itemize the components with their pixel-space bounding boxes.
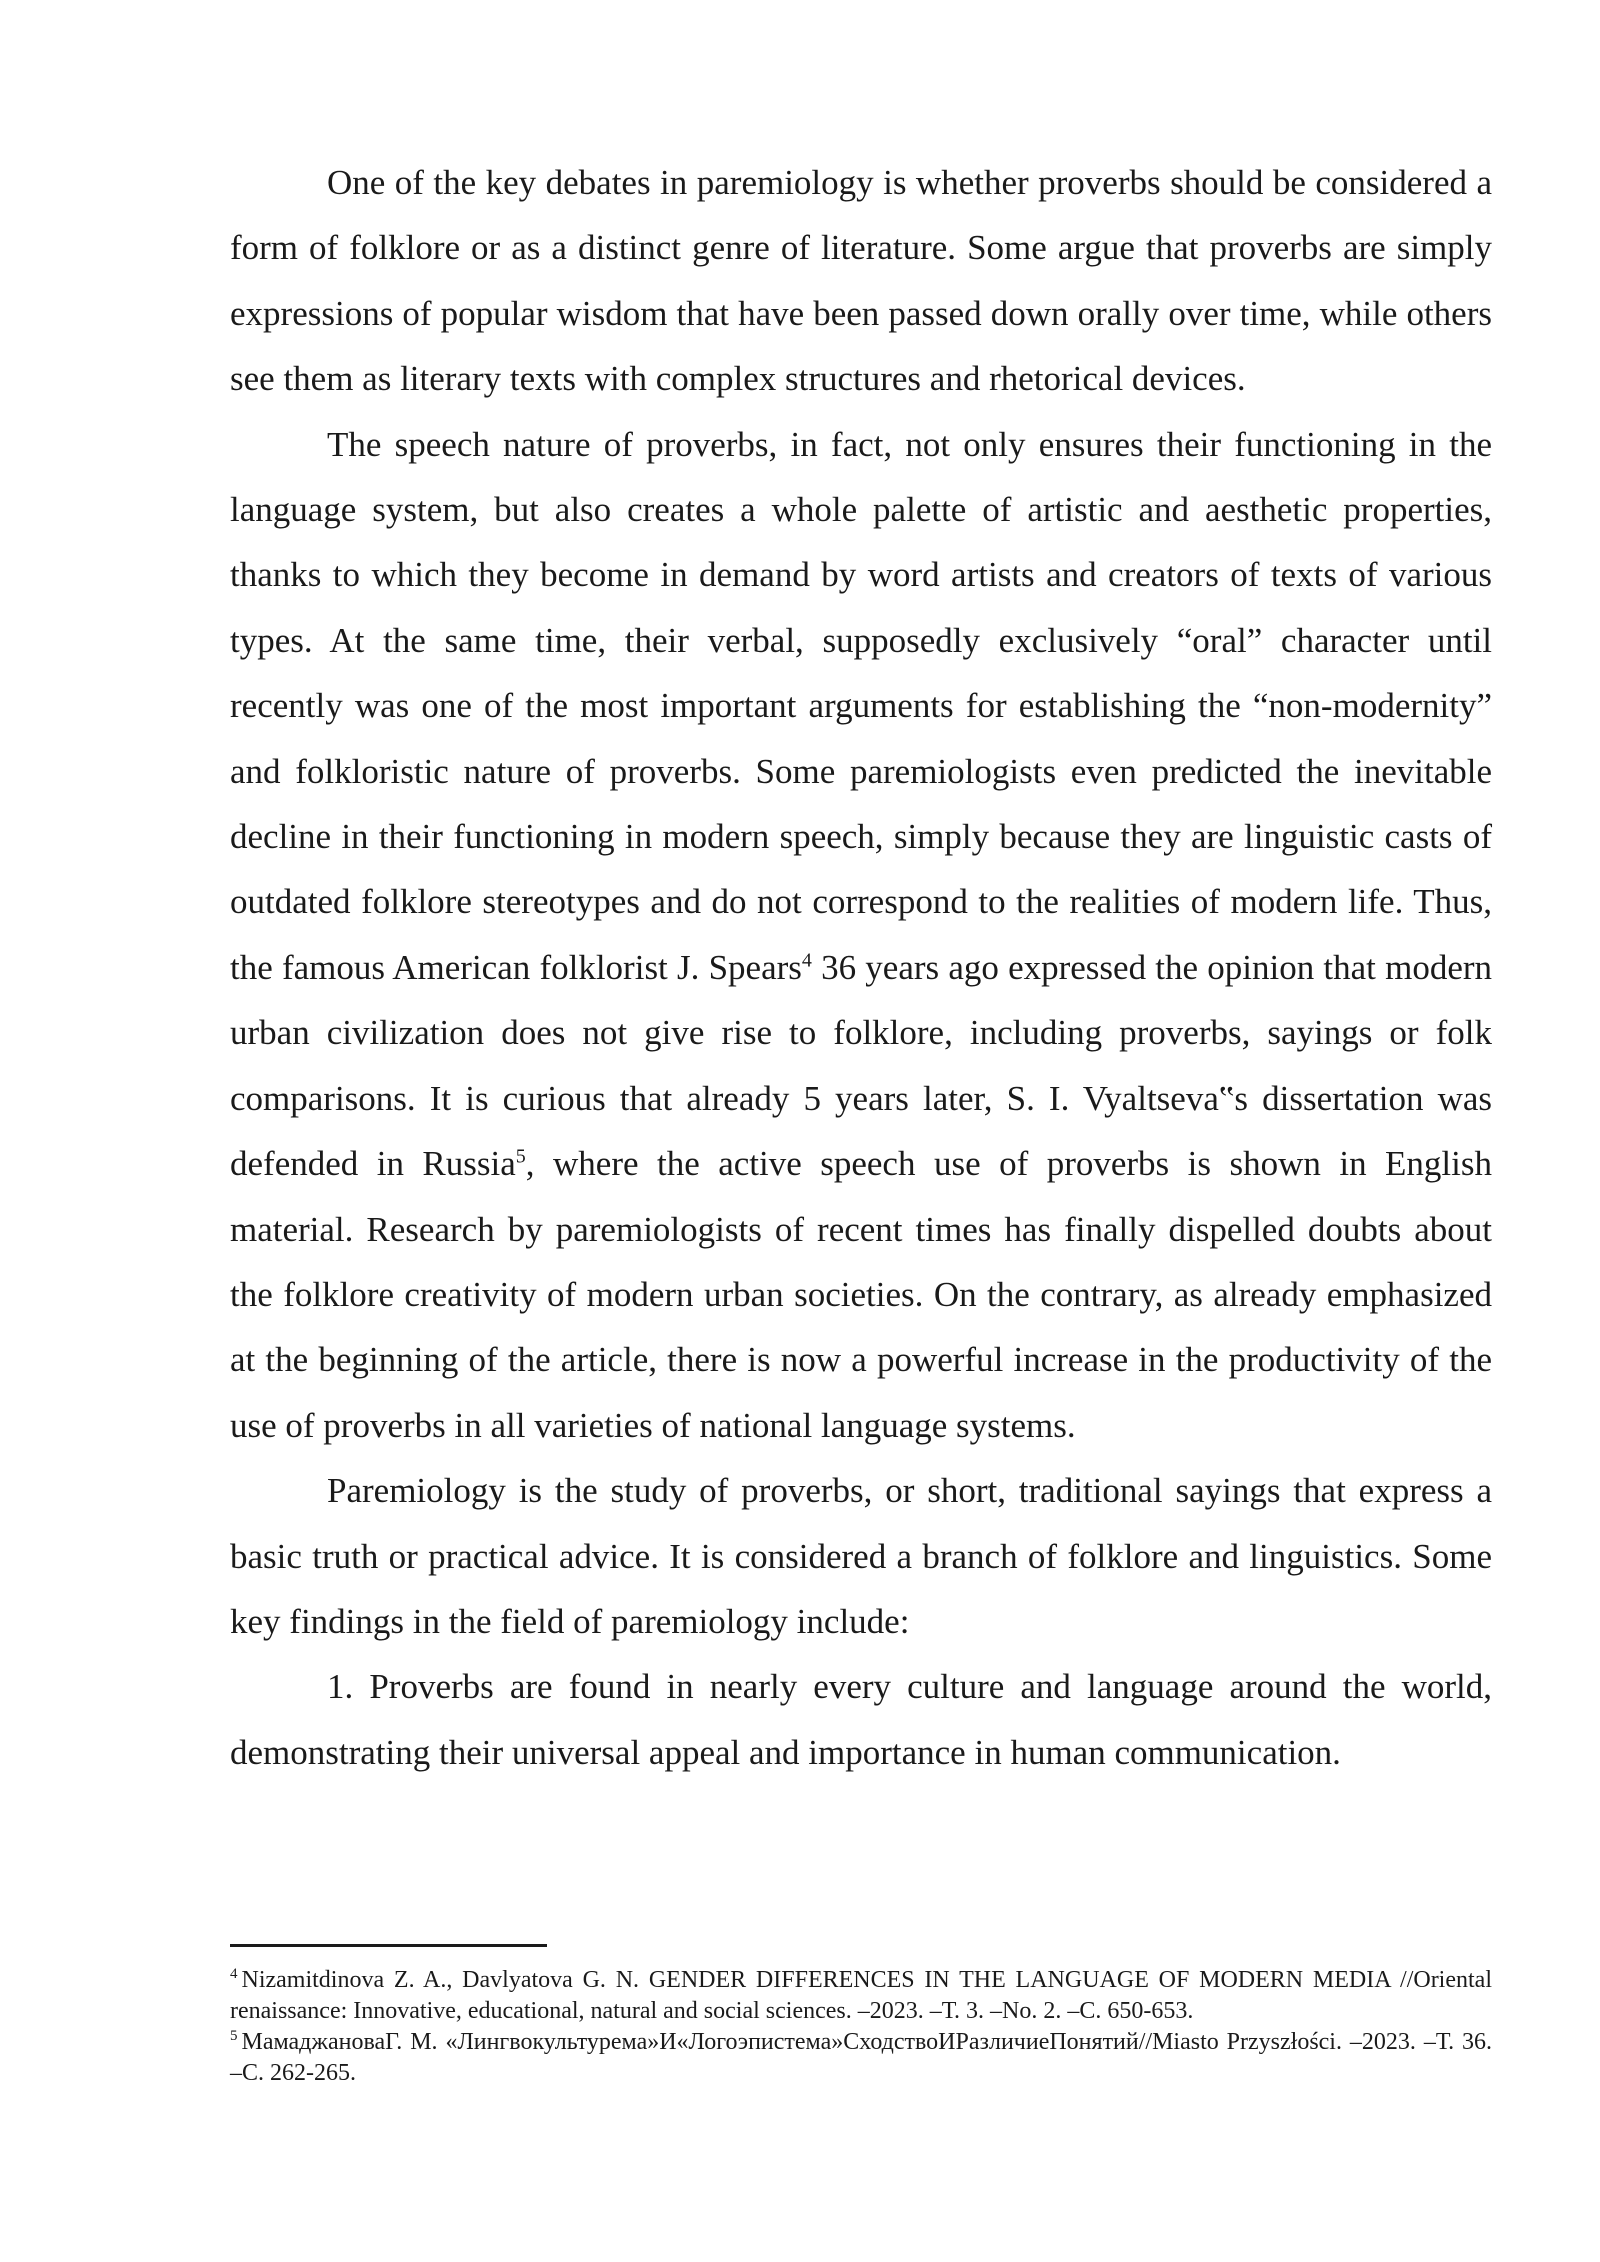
footnote-4 (230, 1965, 1492, 2027)
paragraph-key-finding-1 (230, 1654, 1492, 1785)
body-text (230, 150, 1492, 1785)
footnote-number: 5 (230, 2028, 238, 2044)
paragraph-text: 36 years ago expressed the opinion that modern urban civilization does not give rise to folklore, including proverbs, sayings or folk comparisons. It is curious that already 5 years later, S. I. Vyaltseva‟s dissertation was defended in Russia (230, 947, 1493, 1184)
footnote-5 (230, 2027, 1492, 2089)
footnote-text: Nizamitdinova Z. A., Davlyatova G. N. GENDER DIFFERENCES IN THE LANGUAGE OF MODERN MEDIA //Oriental renaissance: Innovative, educational, natural and social sciences. –2023. –Т. 3. –No. 2. –С. 650-653. (230, 1967, 1492, 2024)
paragraph-paremiology-definition (230, 1458, 1492, 1654)
paragraph-text: , where the active speech use of proverbs is shown in English material. Research by paremiologists of recent times has finally dispelled doubts about the folklore creativity of modern urban societies. On the contrary, as already emphasized at the beginning of the article, there is now a powerful increase in the productivity of the use of proverbs in all varieties of national language systems. (230, 1144, 1492, 1445)
footnote-number: 4 (230, 1966, 238, 1982)
footnote-text: МамаджановаГ. М. «Лингвокультурема»И«Логоэпистема»СходствоИРазличиеПонятий//Miasto Przyszłości. –2023. –Т. 36. –С. 262-265. (230, 2029, 1492, 2086)
footnote-ref-4[interactable]: 4 (801, 949, 812, 972)
paragraph-text: One of the key debates in paremiology is whether proverbs should be considered a form of folklore or as a distinct genre of literature. Some argue that proverbs are simply expressions of popular wisdom that have been passed down orally over time, while others see them as literary texts with complex structures and rhetorical devices. (230, 163, 1492, 399)
footnote-separator (230, 1944, 547, 1947)
footnotes-section (230, 1944, 1492, 2089)
footnote-ref-5[interactable]: 5 (515, 1145, 526, 1168)
paragraph-text: Paremiology is the study of proverbs, or short, traditional sayings that express a basic truth or practical advice. It is considered a branch of folklore and linguistics. Some key findings in the field of paremiology include: (230, 1471, 1492, 1641)
paragraph-paremiology-debate (230, 150, 1492, 412)
paragraph-speech-nature (230, 412, 1492, 1459)
paragraph-text: 1. Proverbs are found in nearly every culture and language around the world, demonstrating their universal appeal and importance in human communication. (230, 1667, 1492, 1772)
paragraph-text: The speech nature of proverbs, in fact, not only ensures their functioning in the language system, but also creates a whole palette of artistic and aesthetic properties, thanks to which they become in demand by word artists and creators of texts of various types. At the same time, their verbal, supposedly exclusively “oral” character until recently was one of the most important arguments for establishing the “non-modernity” and folkloristic nature of proverbs. Some paremiologists even predicted the inevitable decline in their functioning in modern speech, simply because they are linguistic casts of outdated folklore stereotypes and do not correspond to the realities of modern life. Thus, the famous American folklorist J. Spears (230, 424, 1492, 987)
